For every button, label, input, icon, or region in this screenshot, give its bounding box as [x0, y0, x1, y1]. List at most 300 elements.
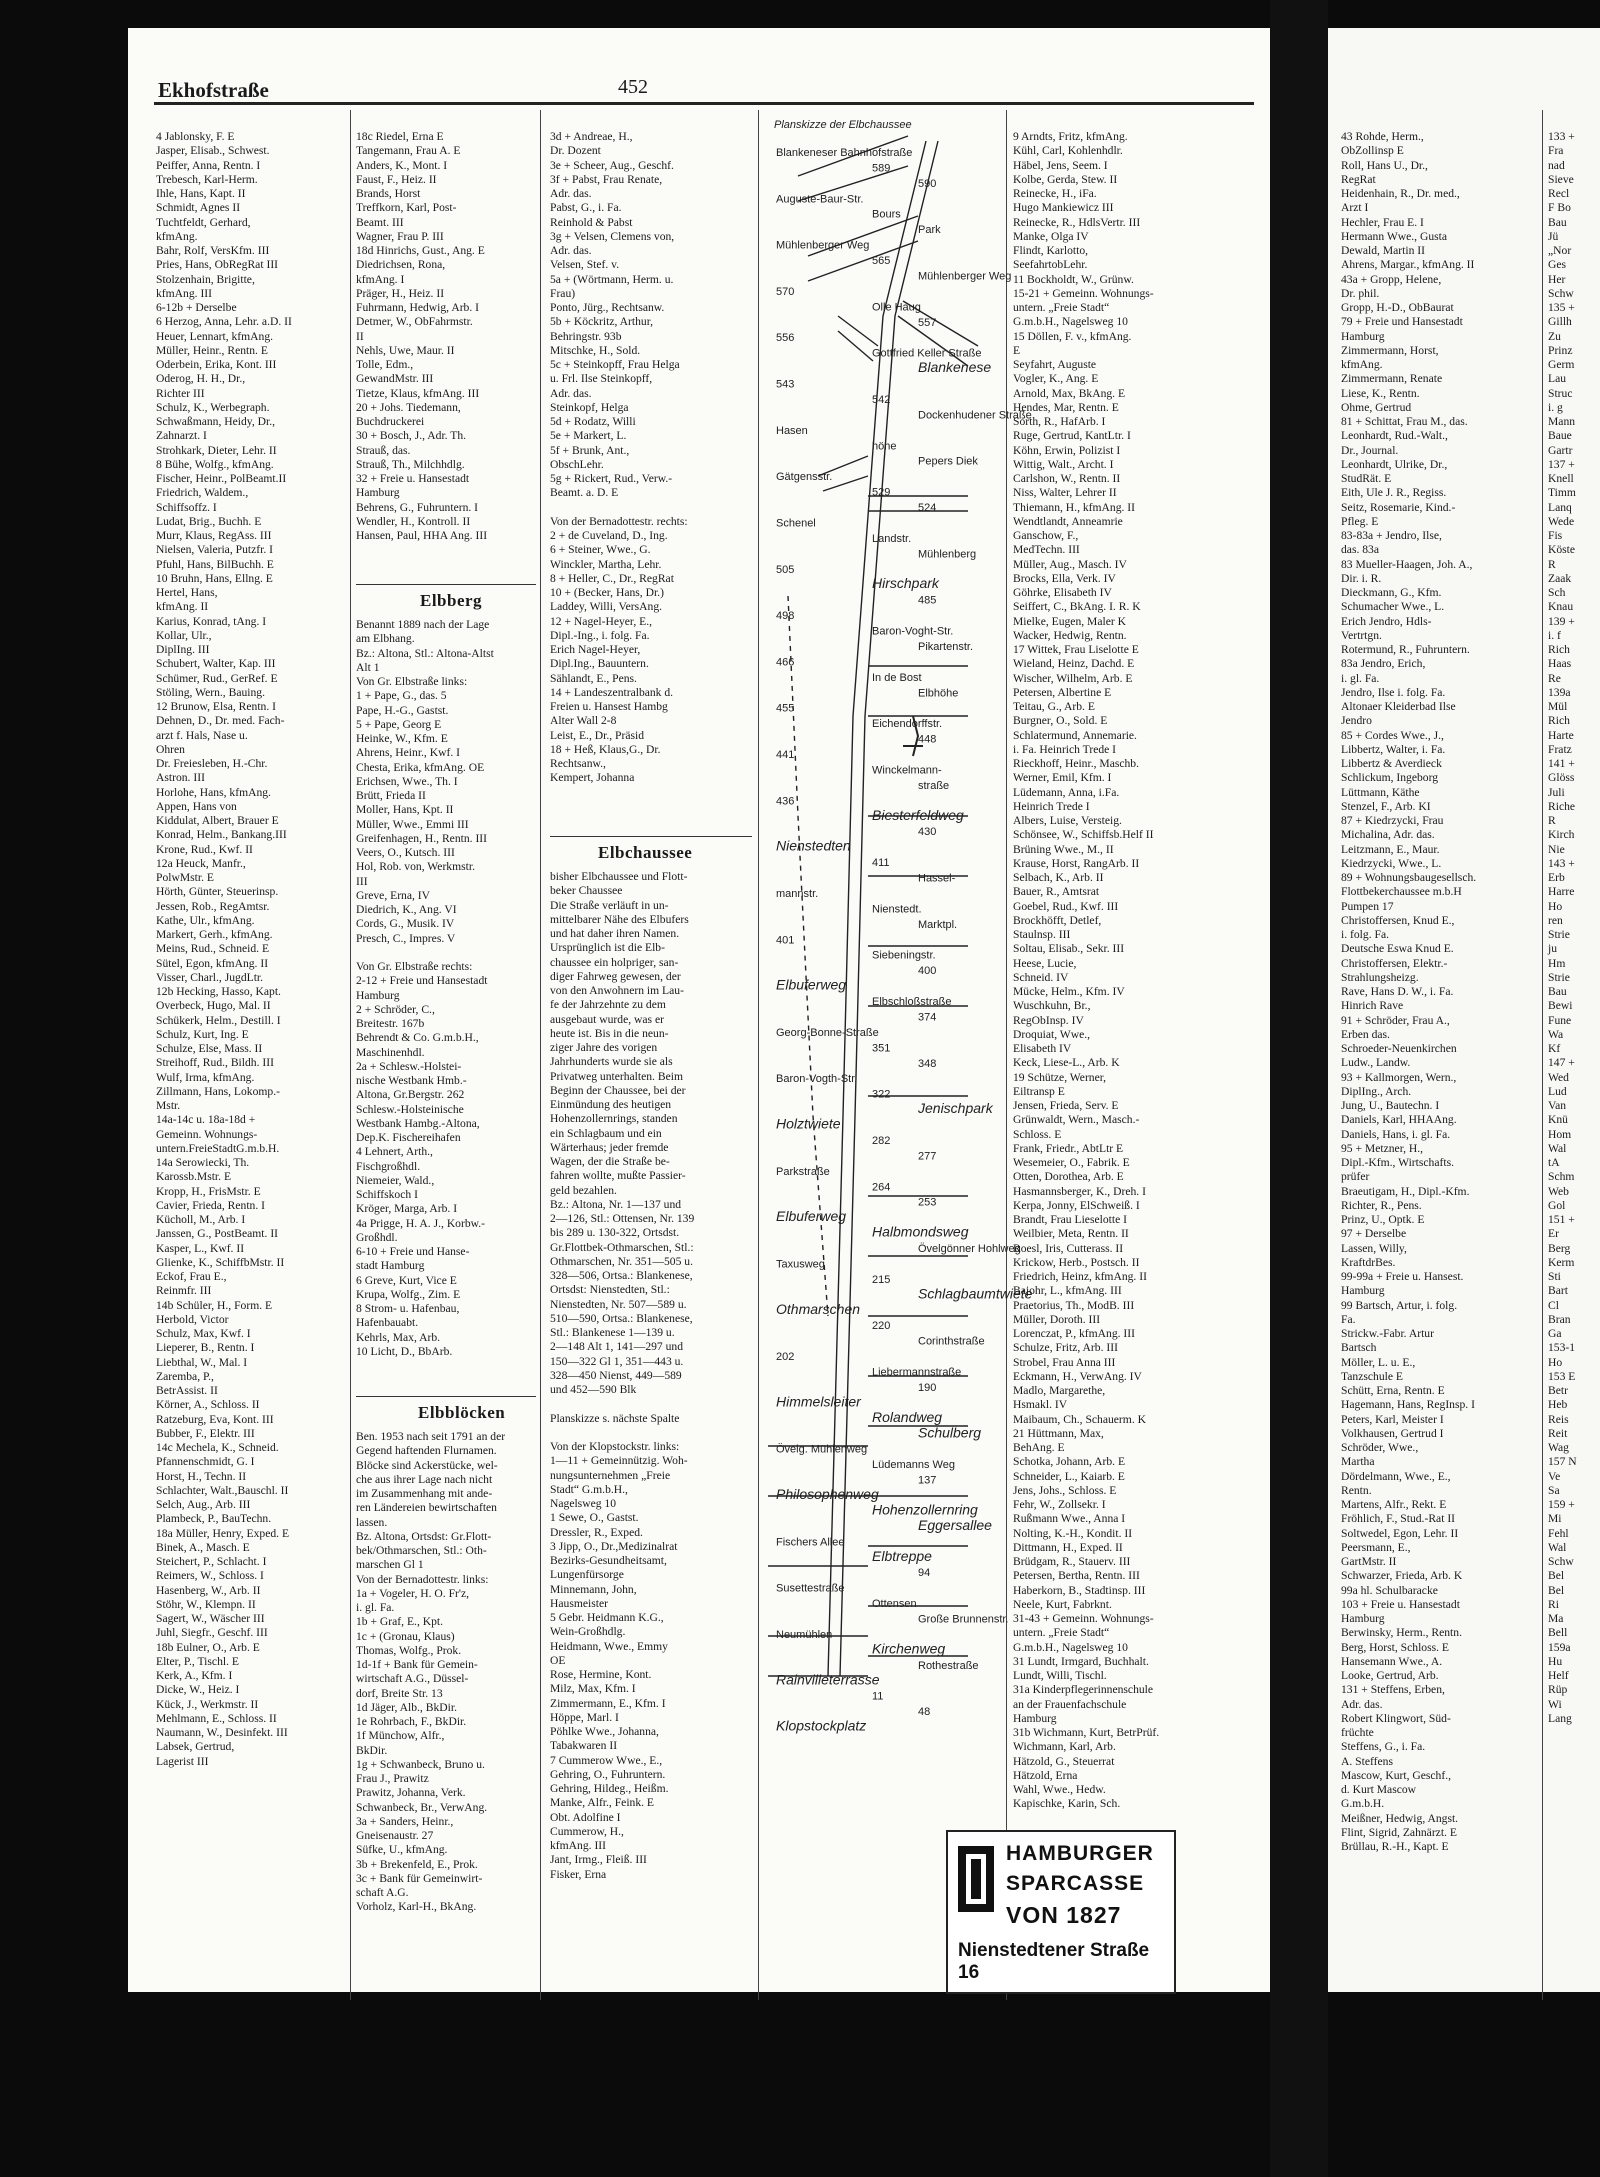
map-label: 277 [918, 1150, 937, 1163]
directory-line: 2 + de Cuveland, D., Ing. [550, 529, 668, 542]
directory-line: Haberkorn, B., Stadtinsp. III [1013, 1583, 1146, 1597]
directory-line: Greve, Erna, IV [356, 888, 431, 902]
directory-line: 1b + Graf, E., Kpt. [356, 1615, 444, 1629]
directory-line: Kasper, L., Kwf. II [156, 1241, 245, 1255]
directory-line: Peiffer, Anna, Rentn. I [156, 158, 261, 172]
directory-line: Fis [1548, 529, 1563, 542]
directory-line: Mascow, Kurt, Geschf., [1341, 1768, 1452, 1782]
directory-line: Lorenczat, P., kfmAng. III [1013, 1327, 1136, 1340]
directory-line: Hätzold, Erna [1013, 1768, 1078, 1782]
directory-line: Kempert, Johanna [550, 771, 635, 785]
directory-line: Flint, Sigrid, Zahnärzt. E [1341, 1825, 1457, 1839]
directory-line: Prinz [1548, 343, 1573, 357]
directory-line: Daniels, Karl, HHAAng. [1341, 1113, 1457, 1127]
directory-line: Elisabeth IV [1013, 1042, 1072, 1055]
directory-line: 133 + [1548, 130, 1575, 143]
directory-line: Bau [1548, 215, 1567, 229]
map-label: 430 [918, 826, 937, 839]
map-label: 466 [776, 656, 795, 669]
directory-line: 87 + Kiedrzycki, Frau [1341, 814, 1444, 827]
directory-line: 89 + Wohnungsbaugesellsch. [1341, 871, 1477, 884]
directory-line: Wacker, Hedwig, Rentn. [1013, 628, 1127, 642]
directory-line: Struc [1548, 386, 1573, 400]
directory-line: Reinhold & Pabst [550, 215, 633, 229]
directory-line: Helf [1548, 1669, 1569, 1682]
directory-line: Schulz, Max, Kwf. I [156, 1327, 251, 1340]
directory-line: Möller, L. u. E., [1341, 1355, 1416, 1369]
directory-line: Schümer, Rud., GerRef. E [156, 671, 278, 685]
directory-line: 3e + Scheer, Aug., Geschf. [550, 158, 674, 172]
directory-line: 5g + Rickert, Rud., Verw.- [550, 472, 673, 485]
directory-line: Schroeder-Neuenkirchen [1341, 1042, 1457, 1055]
directory-line: schaft A.G. [356, 1886, 409, 1899]
directory-line: Ben. 1953 nach seit 1791 an der [356, 1430, 506, 1443]
map-label: Hirschpark [872, 575, 939, 592]
directory-line: i. Fa. Heinrich Trede I [1013, 742, 1117, 756]
directory-line: Beginn der Chaussee, bei der [550, 1083, 686, 1097]
directory-line: Wein-Großhdlg. [550, 1625, 626, 1639]
directory-line: Eckmann, H., VerwAng. IV [1013, 1369, 1142, 1383]
directory-line: 5 Gebr. Heidmann K.G., [550, 1611, 664, 1624]
directory-line: 95 + Metzner, H., [1341, 1141, 1424, 1155]
directory-line: Hinrich Rave [1341, 999, 1404, 1013]
map-label: Schulberg [918, 1424, 982, 1441]
directory-line: Dipl.-Ing., i. folg. Fa. [550, 628, 650, 642]
directory-line: Hamburg [1013, 1711, 1057, 1725]
directory-line: Liese, K., Rentn. [1341, 386, 1420, 400]
directory-line: 99-99a + Freie u. Hansest. [1341, 1270, 1464, 1283]
directory-line: Libbertz & Averdieck [1341, 757, 1442, 770]
directory-line: Fratz [1548, 742, 1572, 756]
directory-line: Stenzel, F., Arb. KI [1341, 799, 1431, 813]
directory-line: Anders, K., Mont. I [356, 158, 448, 172]
directory-line: 18c Riedel, Erna E [356, 130, 444, 143]
directory-column-2-elbbloecken [356, 1430, 536, 1990]
directory-line: Rich [1548, 643, 1570, 656]
directory-line: 5b + Köckritz, Arthur, [550, 315, 653, 329]
directory-line: Planskizze s. nächste Spalte [550, 1411, 680, 1425]
directory-line: Dir. i. R. [1341, 571, 1382, 585]
directory-line: E [1013, 343, 1021, 357]
map-label: 94 [918, 1567, 931, 1580]
directory-line: 31 Lundt, Irmgard, Buchhalt. [1013, 1654, 1149, 1668]
directory-line: Wieland, Heinz, Dachd. E [1013, 657, 1135, 671]
directory-line: Gegend haftenden Flurnamen. [356, 1444, 497, 1458]
directory-line: Wendtlandt, Anneamrie [1013, 514, 1123, 528]
directory-line: Martens, Alfr., Rekt. E [1341, 1498, 1447, 1511]
directory-line: Großhdl. [356, 1230, 398, 1244]
directory-line: DiplIng. III [156, 643, 210, 656]
directory-line: Kücholl, M., Arb. I [156, 1213, 246, 1226]
directory-line: Strauß, das. [356, 443, 411, 457]
directory-line: MedTechn. III [1013, 543, 1080, 557]
directory-line: Beamt. III [356, 215, 404, 229]
directory-line: Minnemann, John, [550, 1582, 637, 1596]
directory-line: Niss, Walter, Lehrer II [1013, 486, 1117, 500]
directory-line: Ludat, Brig., Buchh. E [156, 514, 262, 528]
directory-line: Dewald, Martin II [1341, 244, 1426, 257]
directory-line: 139a [1548, 685, 1571, 699]
directory-line: Rentn. [1341, 1483, 1372, 1497]
directory-line: Erben das. [1341, 1027, 1390, 1041]
directory-column-1 [156, 130, 371, 2000]
directory-line: Strahlungsheizg. [1341, 970, 1419, 984]
directory-line: Reinecke, R., HdlsVertr. III [1013, 215, 1141, 229]
directory-line: Libbertz, Walter, i. Fa. [1341, 742, 1446, 756]
directory-line: Manke, Olga IV [1013, 229, 1089, 243]
directory-line: Nolting, K.-H., Kondit. II [1013, 1526, 1133, 1540]
directory-line: Adr. das. [1341, 1697, 1383, 1711]
map-label: 401 [776, 934, 795, 947]
directory-line: Dipl.-Kfm., Wirtschafts. [1341, 1156, 1454, 1169]
map-label: Elbhöhe [918, 687, 959, 700]
directory-line: Astron. III [156, 771, 205, 785]
directory-line: Strohkark, Dieter, Lehr. II [156, 443, 277, 457]
running-head-street: Ekhofstraße [158, 78, 269, 102]
directory-line: Manke, Alfr., Feink. E [550, 1796, 655, 1810]
map-label: Landstr. [872, 532, 912, 545]
directory-line: Grünwaldt, Wern., Masch.- [1013, 1113, 1140, 1127]
directory-line: Hausmeister [550, 1596, 608, 1610]
directory-line: Diedrich, K., Ang. VI [356, 903, 457, 916]
directory-line: 91 + Schröder, Frau A., [1341, 1013, 1450, 1027]
directory-line: 12 Brunow, Elsa, Rentn. I [156, 700, 277, 713]
directory-line: Müller, Aug., Masch. IV [1013, 557, 1127, 571]
ad-address: Nienstedtener Straße 16 [958, 1940, 1150, 1983]
directory-line: Steichert, P., Schlacht. I [156, 1555, 267, 1568]
map-label: 436 [776, 795, 795, 808]
directory-line: Fischgroßhdl. [356, 1159, 421, 1173]
directory-line: und 452—590 Blk [550, 1383, 637, 1396]
directory-line: Sch [1548, 586, 1566, 599]
directory-line: Her [1548, 272, 1566, 286]
directory-line: Ponto, Jürg., Rechtsanw. [550, 301, 665, 314]
directory-line: 31a Kinderpflegerinnenschule [1013, 1683, 1154, 1697]
directory-line: Schw [1548, 286, 1574, 300]
directory-line: Tangemann, Frau A. E [356, 144, 461, 158]
directory-line: Krickow, Herb., Postsch. II [1013, 1255, 1140, 1269]
directory-line: III [356, 874, 368, 888]
directory-line: Kröger, Marga, Arb. I [356, 1202, 458, 1216]
directory-line: ein Schlagbaum und ein [550, 1126, 662, 1140]
directory-line: Sagert, W., Wäscher III [156, 1612, 265, 1625]
directory-line: Fröhlich, F., Stud.-Rat II [1341, 1512, 1456, 1526]
directory-line: Hendes, Mar, Rentn. E [1013, 400, 1119, 414]
directory-line: Pfuhl, Hans, BilBuchh. E [156, 557, 274, 571]
directory-line: Tolle, Edm., [356, 358, 414, 371]
directory-line: Jü [1548, 229, 1559, 243]
map-label: Halbmondsweg [872, 1223, 969, 1240]
map-label: Ottensen [872, 1598, 917, 1611]
directory-line: Jens, Johs., Schloss. E [1013, 1483, 1117, 1497]
column-rule [1006, 110, 1007, 2000]
directory-line: 157 N [1548, 1455, 1577, 1469]
directory-line: Krone, Rud., Kwf. II [156, 842, 253, 856]
directory-line: Lüdemann, Anna, i.Fa. [1013, 785, 1120, 799]
map-label: Hasen [776, 424, 808, 437]
directory-line: Madlo, Margarethe, [1013, 1384, 1106, 1397]
header-rule [154, 102, 1254, 105]
directory-line: 5e + Markert, L. [550, 429, 627, 443]
map-label: 351 [872, 1042, 891, 1055]
directory-line: Ihle, Hans, Kapt. II [156, 187, 246, 200]
directory-line: Reinecke, H., iFa. [1013, 187, 1097, 200]
directory-line: Flindt, Karlotto, [1013, 244, 1089, 257]
directory-line: Lieperer, B., Rentn. I [156, 1341, 255, 1355]
directory-line: Kück, J., Werkmstr. II [156, 1697, 259, 1711]
directory-line: Schönsee, W., Schiffsb.Helf II [1013, 828, 1154, 842]
directory-line: che aus ihrer Lage nach nicht [356, 1472, 493, 1486]
directory-line: Schloss. E [1013, 1127, 1062, 1141]
directory-line: Kühl, Carl, Kohlenhdlr. [1013, 144, 1123, 158]
directory-line: Frau) [550, 286, 576, 300]
map-label: 589 [872, 162, 891, 175]
directory-line: Arnold, Max, BkAng. E [1013, 386, 1126, 400]
directory-line: nische Westbank Hmb.- [356, 1074, 467, 1087]
directory-line: früchte [1341, 1726, 1374, 1739]
directory-line: i. gl. Fa. [1341, 671, 1380, 685]
directory-line: Otten, Dorothea, Arb. E [1013, 1170, 1124, 1184]
directory-line: Leonhardt, Rud.-Walt., [1341, 429, 1448, 443]
directory-line: Reit [1548, 1426, 1568, 1440]
directory-line [550, 501, 750, 515]
directory-line: 328—506, Ortsa.: Blankenese, [550, 1269, 693, 1282]
map-label: Övelgönner Hohlweg [918, 1243, 1021, 1256]
directory-line: Von Gr. Elbstraße rechts: [356, 960, 473, 973]
directory-line: fe der Jahrzehnte zu dem [550, 998, 666, 1012]
map-label: 48 [918, 1706, 931, 1719]
directory-line: Berg [1548, 1241, 1571, 1255]
directory-line: Alt 1 [356, 660, 380, 674]
directory-line: Ges [1548, 258, 1567, 272]
directory-line: Meins, Rud., Schneid. E [156, 942, 270, 956]
directory-line: Ganschow, F., [1013, 529, 1079, 542]
directory-line: Robert Klingwort, Süd- [1341, 1711, 1451, 1725]
directory-line: Appen, Hans von [156, 799, 237, 813]
directory-line: Hagemann, Hans, RegInsp. I [1341, 1398, 1475, 1412]
directory-line: Dipl.Ing., Bauuntern. [550, 657, 649, 671]
directory-line: Kerm [1548, 1255, 1575, 1269]
directory-line: 5 + Pape, Georg E [356, 717, 442, 731]
directory-line: Dep.K. Fischereihafen [356, 1131, 461, 1144]
directory-line: 141 + [1548, 757, 1575, 770]
directory-line: Mül [1548, 700, 1568, 713]
directory-line: Petersen, Albertine E [1013, 685, 1112, 699]
directory-line: heute ist. Bis in die neun- [550, 1026, 669, 1040]
map-label: 455 [776, 702, 795, 715]
directory-line: Friedrich, Waldem., [156, 486, 249, 500]
directory-line: Obt. Adolfine I [550, 1810, 621, 1824]
directory-line: diger Fahrweg gewesen, der [550, 969, 681, 983]
directory-line: Plambeck, P., BauTechn. [156, 1512, 272, 1526]
directory-line: Wede [1548, 514, 1575, 528]
section-title-elbbloecken: Elbblöcken [418, 1403, 506, 1422]
directory-line: Karius, Konrad, tAng. I [156, 614, 267, 628]
directory-line: Wischer, Wilhelm, Arb. E [1013, 671, 1133, 685]
directory-line: 3c + Bank für Gemeinwirt- [356, 1871, 483, 1885]
directory-line: fahren wollte, mußte Passier- [550, 1169, 686, 1183]
directory-line: Dr. phil. [1341, 286, 1380, 300]
directory-line: Behringstr. 93b [550, 329, 622, 343]
directory-line: Beamt. a. D. E [550, 486, 619, 500]
directory-line: Brocks, Ella, Verk. IV [1013, 571, 1116, 585]
directory-line: Neele, Kurt, Fabrknt. [1013, 1597, 1112, 1611]
section-rule [550, 836, 752, 837]
map-label: 400 [918, 965, 937, 978]
directory-line: 2—126, Stl.: Ottensen, Nr. 139 [550, 1212, 695, 1225]
directory-line: 137 + [1548, 457, 1575, 471]
directory-line: Strickw.-Fabr. Artur [1341, 1327, 1434, 1340]
directory-line: Alter Wall 2-8 [550, 714, 617, 728]
directory-line: Reinmfr. III [156, 1284, 212, 1298]
directory-line: Lang [1548, 1711, 1572, 1725]
directory-line: Pöhlke Wwe., Johanna, [550, 1725, 659, 1738]
directory-line: Berwinsky, Herm., Rentn. [1341, 1626, 1462, 1640]
directory-line: 150—322 Gl 1, 351—443 u. [550, 1354, 684, 1368]
directory-line: Fuhrmann, Hedwig, Arb. I [356, 301, 480, 314]
scan-border-top [0, 0, 1600, 28]
directory-line: RegRat [1341, 172, 1376, 186]
directory-line: Adr. das. [550, 187, 592, 200]
directory-line: GartMstr. II [1341, 1555, 1397, 1568]
directory-line: 83 Mueller-Haagen, Joh. A., [1341, 557, 1473, 571]
map-label: Nienstedt. [872, 903, 922, 916]
map-label: 137 [918, 1474, 937, 1487]
directory-line: ausgebaut wurde, was er [550, 1012, 664, 1026]
sparcasse-logo-icon [956, 1844, 996, 1914]
directory-line: Gol [1548, 1198, 1566, 1212]
directory-line: Schumacher Wwe., L. [1341, 600, 1445, 614]
map-label: Baron-Vogth-Str. [776, 1073, 858, 1086]
directory-line: Bart [1548, 1284, 1568, 1298]
directory-line: Leonhardt, Ulrike, Dr., [1341, 457, 1448, 471]
map-label: Holztwiete [776, 1115, 841, 1132]
directory-line: Blöcke sind Ackerstücke, wel- [356, 1458, 498, 1472]
directory-line: Müller, Wwe., Emmi III [356, 817, 469, 831]
directory-line: Strobel, Frau Anna III [1013, 1355, 1116, 1369]
directory-column-3-elbchaussee [550, 870, 752, 1990]
directory-line: 8 Bühe, Wolfg., kfmAng. [156, 457, 274, 471]
directory-line: Van [1548, 1099, 1567, 1112]
directory-line: Werner, Emil, Kfm. I [1013, 771, 1112, 785]
map-label: Susettestraße [776, 1582, 845, 1595]
directory-line: Bauer, R., Amtsrat [1013, 885, 1100, 899]
directory-line: ObZollinsp E [1341, 144, 1404, 158]
directory-line: Rave, Hans D. W., i. Fa. [1341, 985, 1454, 998]
scan-border-left [0, 0, 128, 2177]
directory-line: Erichsen, Wwe., Th. I [356, 774, 458, 788]
map-label: Liebermannstraße [872, 1366, 962, 1379]
map-label: 441 [776, 749, 795, 762]
directory-line: Kehrls, Max, Arb. [356, 1330, 441, 1344]
directory-line: Erich Jendro, Hdls- [1341, 614, 1432, 628]
directory-line: Einmündung des heutigen [550, 1098, 672, 1111]
directory-line: Lüttmann, Käthe [1341, 785, 1420, 799]
directory-line: Pries, Hans, ObRegRat III [156, 258, 279, 272]
directory-line: Faust, F., Heiz. II [356, 172, 437, 186]
directory-line: Pumpen 17 [1341, 899, 1394, 913]
directory-line: 43 Rohde, Herm., [1341, 130, 1424, 143]
directory-line: 2—148 Alt 1, 141—297 und [550, 1340, 684, 1354]
map-label: Corinthstraße [918, 1335, 985, 1348]
directory-line: Schwaßmann, Heidy, Dr., [156, 415, 276, 428]
directory-line: Cl [1548, 1298, 1559, 1312]
directory-line: ziger Jahre des vorigen [550, 1041, 658, 1054]
directory-line: Schröder, Wwe., [1341, 1441, 1419, 1454]
directory-line: Horst, H., Techn. II [156, 1469, 247, 1483]
directory-line: Murr, Klaus, RegAss. III [156, 529, 272, 542]
directory-line: 19 Schütze, Werner, [1013, 1070, 1107, 1084]
map-label: 448 [918, 733, 937, 746]
directory-line: 6-12b + Derselbe [156, 301, 237, 314]
directory-line: Ho [1548, 1355, 1563, 1369]
directory-line: 31b Wichmann, Kurt, BetrPrüf. [1013, 1726, 1160, 1739]
directory-line: 93 + Kallmorgen, Wern., [1341, 1070, 1457, 1084]
map-label: 190 [918, 1381, 937, 1394]
directory-line: Nie [1548, 842, 1565, 856]
map-label: 264 [872, 1181, 891, 1194]
directory-line: Dr., Journal. [1341, 443, 1399, 457]
directory-line: Streihoff, Rud., Bildh. III [156, 1056, 274, 1070]
directory-line: KraftdrBes. [1341, 1255, 1396, 1269]
directory-line: Keck, Liese-L., Arb. K [1013, 1056, 1120, 1070]
map-label: Schlagbaumtwiete [918, 1285, 1033, 1302]
directory-line: beker Chaussee [550, 884, 623, 898]
directory-line: Droquiat, Wwe., [1013, 1027, 1091, 1041]
directory-line: RegObInsp. IV [1013, 1013, 1084, 1027]
map-label: 556 [776, 332, 795, 345]
map-label: Rothestraße [918, 1659, 979, 1672]
map-label: Siebeningstr. [872, 949, 936, 962]
directory-line: Thiemann, H., kfmAng. II [1013, 500, 1136, 514]
directory-line: Hafenbauabt. [356, 1316, 419, 1330]
map-label: Bours [872, 208, 901, 221]
directory-line: 139 + [1548, 614, 1575, 628]
directory-line: 43a + Gropp, Helene, [1341, 272, 1442, 286]
directory-line: Velsen, Stef. v. [550, 258, 620, 272]
directory-line: Höppe, Marl. I [550, 1710, 619, 1724]
directory-line: Behrens, G., Fuhruntern. I [356, 500, 479, 514]
directory-line: 14a Serowiecki, Th. [156, 1156, 250, 1169]
directory-line: R [1548, 814, 1556, 827]
directory-line: 6 Greve, Kurt, Vice E [356, 1273, 457, 1287]
directory-line: Reis [1548, 1412, 1569, 1426]
map-label: Elbuferweg [776, 976, 847, 993]
map-label: Gätgensstr. [776, 471, 833, 484]
directory-line: lassen. [356, 1515, 388, 1529]
map-label: Lüdemanns Weg [872, 1459, 955, 1472]
directory-line: A. Steffens [1341, 1754, 1393, 1768]
directory-line: Benannt 1889 nach der Lage [356, 618, 490, 631]
directory-line: Goebel, Rud., Kwf. III [1013, 899, 1119, 913]
directory-line: Berg, Horst, Schloss. E [1341, 1640, 1449, 1654]
directory-line: 6 Herzog, Anna, Lehr. a.D. II [156, 315, 292, 329]
map-label: Blankenese [918, 359, 992, 376]
directory-line: Strauß, Th., Milchhdlg. [356, 457, 465, 471]
directory-line: 143 + [1548, 856, 1575, 870]
directory-line: ju [1548, 942, 1558, 956]
directory-line: Mann [1548, 415, 1576, 428]
directory-line: Dr. Freiesleben, H.-Chr. [156, 757, 268, 770]
directory-line: 1c + (Gronau, Klaus) [356, 1629, 455, 1643]
directory-line: Trebesch, Karl-Herm. [156, 172, 258, 186]
directory-line: Rechtsanw., [550, 757, 606, 770]
directory-column-6 [1341, 130, 1541, 2000]
directory-line: Nagelsweg 10 [550, 1497, 617, 1510]
directory-line: 5a + (Wörtmann, Herm. u. [550, 272, 674, 286]
directory-line: 30 + Bosch, J., Adr. Th. [356, 429, 467, 443]
directory-line: Hermann Wwe., Gusta [1341, 229, 1448, 243]
